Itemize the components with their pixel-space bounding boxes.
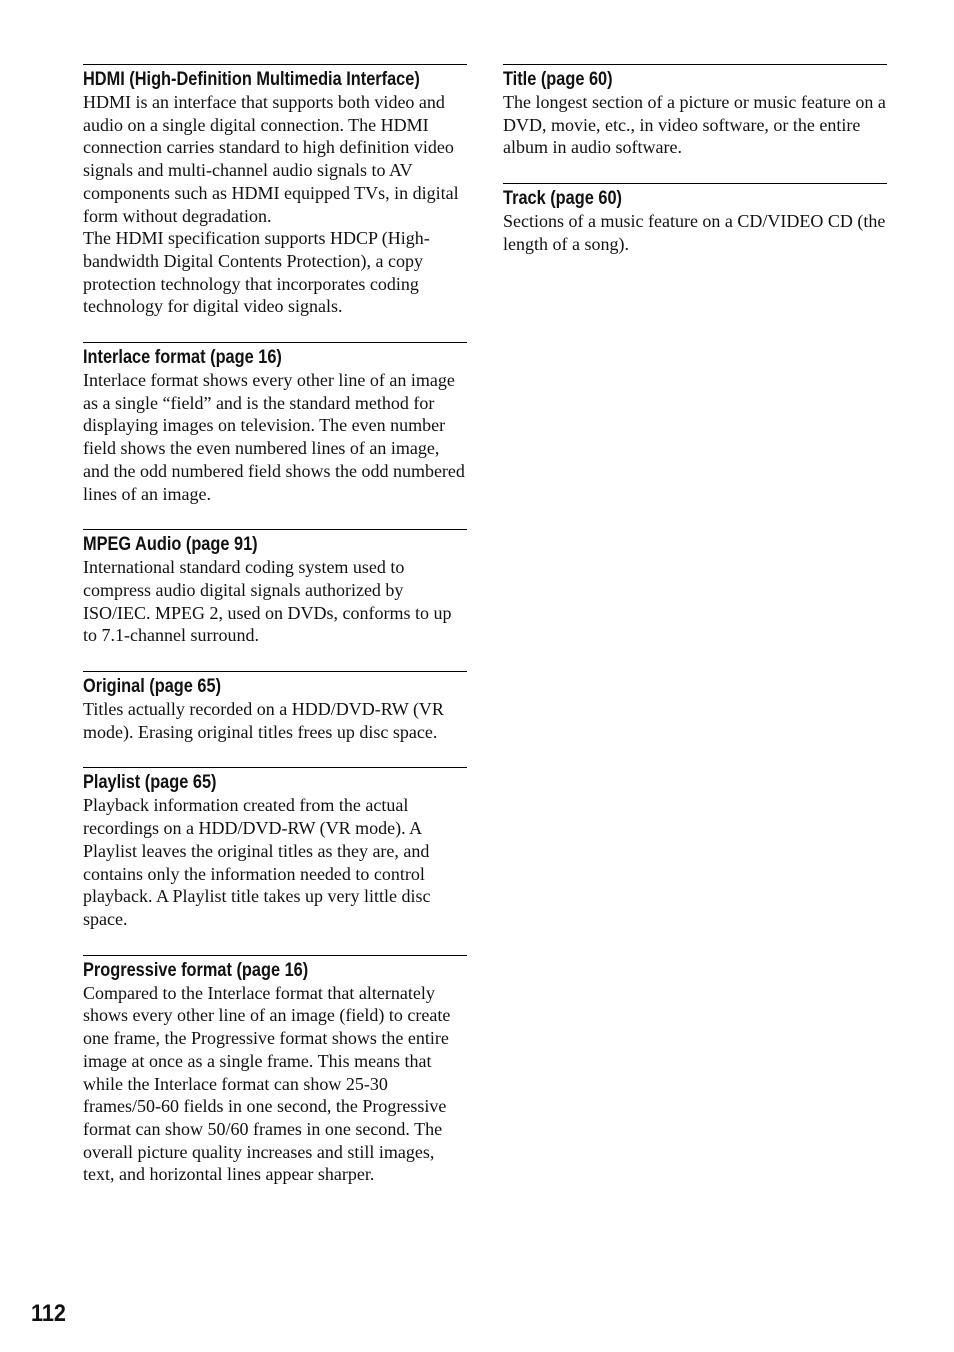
term-definition [83, 556, 467, 647]
glossary-entry-title [503, 64, 887, 159]
definition-paragraph: The longest section of a picture or music feature on a DVD, movie, etc., in video software, or the entire album in audio software. [503, 92, 886, 158]
term-definition [503, 91, 887, 159]
term-heading: Title (page 60) [503, 69, 613, 90]
definition-paragraph: Interlace format shows every other line of an image as a single “field” and is the standard method for displaying images on television. The even number field shows the even numbered lines of an image, and the odd numbered field shows the odd numbered lines of an image. [83, 370, 465, 504]
term-heading: Original (page 65) [83, 676, 222, 698]
glossary-entry-interlace-format [83, 342, 467, 505]
definition-paragraph: Titles actually recorded on a HDD/DVD-RW (VR mode). Erasing original titles frees up disc space. [83, 699, 444, 742]
right-column [503, 64, 887, 280]
definition-paragraph: Sections of a music feature on a CD/VIDEO CD (the length of a song). [503, 211, 886, 254]
term-heading: Playlist (page 65) [83, 772, 217, 794]
definition-paragraph: The HDMI specification supports HDCP (High-bandwidth Digital Contents Protection), a copy protection technology that incorporates coding technology for digital video signals. [83, 228, 430, 317]
term-definition [503, 210, 887, 255]
glossary-entry-progressive-format [83, 955, 467, 1186]
definition-paragraph: International standard coding system used to compress audio digital signals authorized by ISO/IEC. MPEG 2, used on DVDs, conforms to up to 7.1-channel surround. [83, 557, 452, 646]
term-definition [83, 369, 467, 505]
glossary-entry-track [503, 183, 887, 255]
term-definition [83, 91, 467, 318]
term-definition [83, 982, 467, 1186]
term-definition [83, 698, 467, 743]
glossary-entry-mpeg-audio [83, 529, 467, 647]
definition-paragraph: HDMI is an interface that supports both video and audio on a single digital connection. The HDMI connection carries standard to high definition video signals and multi-channel audio signals to AV components such as HDMI equipped TVs, in digital form without degradation. [83, 92, 459, 226]
term-heading: Track (page 60) [503, 188, 622, 210]
term-heading: HDMI (High-Definition Multimedia Interface) [83, 69, 420, 90]
page-number: 112 [31, 1300, 66, 1327]
left-column [83, 64, 467, 1210]
definition-paragraph: Playback information created from the actual recordings on a HDD/DVD-RW (VR mode). A Playlist leaves the original titles as they are, and contains only the information needed to control playback. A Playlist title takes up very little disc space. [83, 795, 431, 929]
glossary-entry-playlist [83, 767, 467, 930]
term-heading: MPEG Audio (page 91) [83, 534, 258, 556]
term-definition [83, 794, 467, 930]
definition-paragraph: Compared to the Interlace format that alternately shows every other line of an image (field) to create one frame, the Progressive format shows the entire image at once as a single frame. This means that while the Interlace format can show 25-30 frames/50-60 fields in one second, the Progressive format can show 50/60 frames in one second. The overall picture quality increases and still images, text, and horizontal lines appear sharper. [83, 982, 451, 1185]
glossary-entry-original [83, 671, 467, 743]
term-heading: Progressive format (page 16) [83, 959, 309, 981]
term-heading: Interlace format (page 16) [83, 347, 282, 369]
glossary-entry-hdmi [83, 64, 467, 318]
